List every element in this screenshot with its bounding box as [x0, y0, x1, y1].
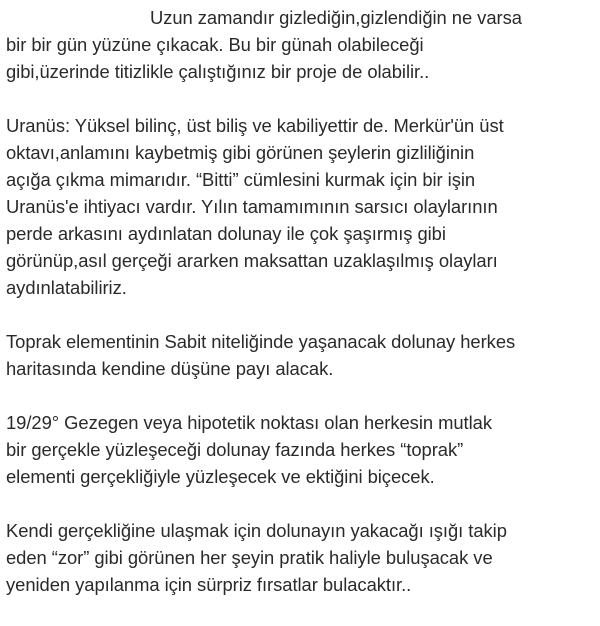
text-line: 19/29° Gezegen veya hipotetik noktası olan herkesin mutlak — [6, 412, 492, 433]
text-line: Uranüs'e ihtiyacı vardır. Yılın tamamımının sarsıcı olaylarının — [6, 196, 498, 217]
text-line: bir gerçekle yüzleşeceği dolunay fazında herkes “toprak” — [6, 439, 464, 460]
paragraph-spacer — [6, 490, 594, 517]
text-line: bir bir gün yüzüne çıkacak. Bu bir günah olabileceği — [6, 34, 424, 55]
paragraph-earth-element — [6, 328, 594, 382]
text-line: oktavı,anlamını kaybetmiş gibi görünen şeylerin gizliliğinin — [6, 142, 475, 163]
paragraph-degree — [6, 409, 594, 490]
text-line: gibi,üzerinde titizlikle çalıştığınız bir proje de olabilir.. — [6, 61, 430, 82]
text-line: Kendi gerçekliğine ulaşmak için dolunayın yakacağı ışığı takip — [6, 520, 507, 541]
paragraph-conclusion — [6, 517, 594, 598]
paragraph-spacer — [6, 301, 594, 328]
text-line: Uranüs: Yüksel bilinç, üst biliş ve kabiliyettir de. Merkür'ün üst — [6, 115, 504, 136]
text-line: perde arkasını aydınlatan dolunay ile çok şaşırmış gibi — [6, 223, 446, 244]
paragraph-spacer — [6, 382, 594, 409]
text-line: görünüp,asıl gerçeği ararken maksattan uzaklaşılmış olayları — [6, 250, 498, 271]
text-line: Toprak elementinin Sabit niteliğinde yaşanacak dolunay herkes — [6, 331, 516, 352]
text-line: açığa çıkma mimarıdır. “Bitti” cümlesini kurmak için bir işin — [6, 169, 476, 190]
paragraph-uranus — [6, 112, 594, 301]
text-line: Uzun zamandır gizlediğin,gizlendiğin ne varsa — [150, 7, 522, 28]
text-line: yeniden yapılanma için sürpriz fırsatlar bulacaktır.. — [6, 574, 412, 595]
paragraph-intro — [6, 4, 594, 85]
text-line: elementi gerçekliğiyle yüzleşecek ve ektiğini biçecek. — [6, 466, 435, 487]
text-line: aydınlatabiliriz. — [6, 277, 127, 298]
paragraph-spacer — [6, 85, 594, 112]
text-line: eden “zor” gibi görünen her şeyin pratik haliyle buluşacak ve — [6, 547, 493, 568]
text-line: haritasında kendine düşüne payı alacak. — [6, 358, 334, 379]
